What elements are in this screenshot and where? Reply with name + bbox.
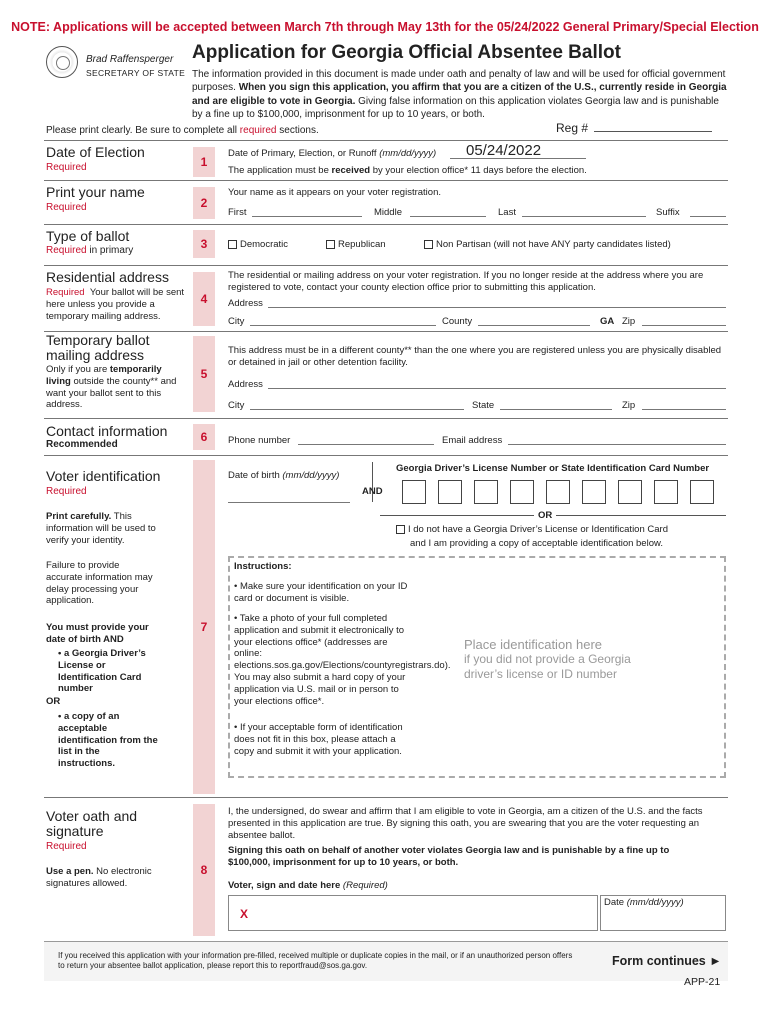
reg-label: Reg # <box>556 121 589 135</box>
reg-number-field[interactable] <box>594 131 712 132</box>
section-7-required: Required <box>46 486 87 497</box>
temp-state-input[interactable] <box>500 409 612 410</box>
or-label: OR <box>534 510 556 521</box>
id-option-1: • a Georgia Driver’s License or Identification Card number <box>58 648 146 695</box>
sign-label <box>228 880 388 891</box>
print-required: required <box>239 125 277 136</box>
dob-text: Date of birth <box>228 470 283 481</box>
section-3-title: Type of ballot <box>46 228 130 244</box>
divider <box>44 418 728 419</box>
form-code: APP-21 <box>684 976 721 988</box>
dl-title: Georgia Driver’s License Number or State Identification Card Number <box>396 463 710 474</box>
residential-zip-label: Zip <box>622 316 636 327</box>
signature-date-label <box>604 897 684 908</box>
failure-note: Failure to provide accurate information may delay processing your application. <box>46 560 153 607</box>
nonpartisan-label: Non Partisan (will not have ANY party candidates listed) <box>436 239 671 250</box>
section-3-required <box>46 245 133 256</box>
dl-digit-2[interactable] <box>438 480 462 504</box>
print-carefully-note <box>46 511 171 546</box>
temp-title-2: mailing address <box>46 347 145 363</box>
middle-name-label: Middle <box>374 207 402 218</box>
state-seal-icon <box>46 46 78 78</box>
sig-date-text: Date <box>604 897 627 908</box>
residential-address-input[interactable] <box>268 307 726 308</box>
temp-title-1: Temporary ballot <box>46 332 150 348</box>
residential-county-label: County <box>442 316 473 327</box>
republican-label: Republican <box>338 239 386 250</box>
section-6-recommended: Recommended <box>46 439 118 450</box>
sig-date-format: (mm/dd/yyyy) <box>626 897 684 908</box>
section-3-number: 3 <box>193 230 215 258</box>
section-7-title: Voter identification <box>46 468 161 484</box>
instructions-title: Instructions: <box>234 561 292 572</box>
section-1-number: 1 <box>193 147 215 177</box>
instruction-2-text: Take a photo of your full completed application and submit it electronically to your elections office* (addresses are online: elections.sos.ga.gov/Elections/countyregistrars.do). You may also submit a hard copy of your application via U.S. mail or in person to your elections office*. <box>234 613 451 707</box>
ballot-option-republican[interactable] <box>326 239 386 250</box>
id-option-2: • a copy of an acceptable identification from the list in the instructions. <box>58 711 158 770</box>
received-part-2: by your election office* 11 days before the election. <box>370 165 587 176</box>
temp-city-input[interactable] <box>250 409 464 410</box>
ballot-option-democratic[interactable] <box>228 239 288 250</box>
dl-digit-4[interactable] <box>510 480 534 504</box>
dl-digit-1[interactable] <box>402 480 426 504</box>
pen-note <box>46 866 176 890</box>
no-dl-checkbox[interactable] <box>396 525 405 534</box>
ballot-required: Required <box>46 245 87 256</box>
state-ga: GA <box>600 316 615 327</box>
section-8-title <box>46 809 137 839</box>
temp-zip-label: Zip <box>622 400 636 411</box>
print-carefully-rest: This information will be used to verify your identity. <box>46 511 156 546</box>
section-8-required: Required <box>46 841 87 852</box>
temp-address-label: Address <box>228 379 263 390</box>
section-1-title: Date of Election <box>46 144 145 160</box>
section-2-required: Required <box>46 202 87 213</box>
sign-required: (Required) <box>342 880 388 891</box>
intro-part-1: The information provided in this document is made under oath and penalty of law and will be used for official government purposes. <box>192 69 726 94</box>
print-carefully-bold: Print carefully. <box>46 511 112 522</box>
place-id-subtitle: if you did not provide a Georgia driver’s license or ID number <box>464 652 631 681</box>
suffix-input[interactable] <box>690 216 726 217</box>
temp-zip-input[interactable] <box>642 409 726 410</box>
divider <box>44 224 728 225</box>
divider <box>44 455 728 456</box>
middle-name-input[interactable] <box>410 216 486 217</box>
fraud-report-text: If you received this application with your information pre-filled, received multiple or duplicate copies in the mail, or if an unauthorized person offers to return your absentee ballot application, please report this to reportfraud@sos.ga.gov. <box>58 951 573 970</box>
temp-note-bold: temporarily living <box>46 364 162 387</box>
dob-input[interactable] <box>228 502 350 503</box>
republican-checkbox[interactable] <box>326 240 335 249</box>
temp-state-label: State <box>472 400 495 411</box>
nonpartisan-checkbox[interactable] <box>424 240 433 249</box>
no-dl-text-2: and I am providing a copy of acceptable identification below. <box>410 538 663 549</box>
election-date-label <box>228 148 436 159</box>
oath-title-1: Voter oath and <box>46 808 138 824</box>
section-4-title: Residential address <box>46 269 169 285</box>
print-part-2: sections. <box>276 125 319 136</box>
temp-note-2: outside the county** and want your ballot sent to this address. <box>46 375 177 411</box>
dl-digit-3[interactable] <box>474 480 498 504</box>
no-dl-text-1: I do not have a Georgia Driver’s License or Identification Card <box>408 524 668 535</box>
email-label: Email address <box>442 435 503 446</box>
email-input[interactable] <box>508 444 726 445</box>
democratic-label: Democratic <box>240 239 289 250</box>
dob-label <box>228 470 339 481</box>
and-label: AND <box>362 486 383 497</box>
dob-format: (mm/dd/yyyy) <box>282 470 340 481</box>
section-8-number: 8 <box>193 804 215 936</box>
intro-part-2: Giving false information on this application violates Georgia law and is punishable by a fine up to $100,000, imprisonment for up to 10 years, or both. <box>192 95 719 121</box>
dl-digit-6[interactable] <box>582 480 606 504</box>
date-label-text: Date of Primary, Election, or Runoff <box>228 148 380 159</box>
print-part-1: Please print clearly. Be sure to complete all <box>46 125 240 136</box>
place-id-text <box>464 637 664 682</box>
id-option-1-text: a Georgia Driver’s License or Identification Card number <box>58 648 146 695</box>
residential-description: The residential or mailing address on your voter registration. If you no longer reside at the address where you are registered to vote, contact your county election office prior to submitting this application. <box>228 270 704 293</box>
oath-title-2: signature <box>46 823 104 839</box>
print-instruction <box>46 125 319 136</box>
dl-digit-8[interactable] <box>654 480 678 504</box>
section-6-number: 6 <box>193 424 215 450</box>
pen-rest: No electronic signatures allowed. <box>46 866 152 889</box>
democratic-checkbox[interactable] <box>228 240 237 249</box>
oath-warning: Signing this oath on behalf of another voter violates Georgia law and is punishable by a fine up to $100,000, imprisonment for up to 10 years, or both. <box>228 845 670 868</box>
oath-text: I, the undersigned, do swear and affirm that I am eligible to vote in Georgia, am a citizen of the U.S. and the facts presented in this application are true. By signing this oath, you are swearing that you are the voter requesting an absentee ballot. <box>228 806 703 841</box>
residential-zip-input[interactable] <box>642 325 726 326</box>
divider <box>44 797 728 798</box>
divider <box>44 180 728 181</box>
section-6-title: Contact information <box>46 423 168 439</box>
instruction-3-text: If your acceptable form of identification does not fit in this box, please attach a copy and submit it with your application. <box>234 722 403 757</box>
secretary-name: Brad Raffensperger <box>86 54 174 65</box>
id-or: OR <box>46 696 61 707</box>
dl-digit-5[interactable] <box>546 480 570 504</box>
signature-x: X <box>240 907 249 921</box>
form-title: Application for Georgia Official Absentee Ballot <box>192 42 621 63</box>
residential-note: Your ballot will be sent here unless you provide a temporary mailing address. <box>46 287 185 322</box>
received-note <box>228 165 587 176</box>
section-2-number: 2 <box>193 187 215 219</box>
temp-note-1: Only if you are <box>46 364 110 375</box>
phone-label: Phone number <box>228 435 291 446</box>
residential-address-label: Address <box>228 298 263 309</box>
dl-digit-7[interactable] <box>618 480 642 504</box>
place-id-title: Place identification here <box>464 637 603 652</box>
no-dl-option[interactable] <box>396 524 668 535</box>
residential-city-label: City <box>228 316 245 327</box>
sign-label-text: Voter, sign and date here <box>228 880 343 891</box>
dl-digit-9[interactable] <box>690 480 714 504</box>
phone-input[interactable] <box>298 444 434 445</box>
ballot-required-suffix: in primary <box>86 245 134 256</box>
first-name-label: First <box>228 207 247 218</box>
instruction-3: • If your acceptable form of identification does not fit in this box, please attach a copy and submit it with your application. <box>234 722 403 757</box>
first-name-input[interactable] <box>252 216 362 217</box>
election-notice: NOTE: Applications will be accepted between March 7th through May 13th for the 05/24/2022 General Primary/Special Election <box>11 20 759 34</box>
section-5-note <box>46 364 186 411</box>
temp-address-input[interactable] <box>268 388 726 389</box>
section-5-number: 5 <box>193 336 215 412</box>
section-4-note <box>46 287 186 322</box>
received-bold: received <box>331 165 371 176</box>
residential-county-input[interactable] <box>478 325 590 326</box>
section-4-number: 4 <box>193 272 215 326</box>
last-name-input[interactable] <box>522 216 646 217</box>
instruction-2: • Take a photo of your full completed application and submit it electronically to your elections office* (addresses are online: elections.sos.ga.gov/Elections/countyregistrars.do). You may also submit a hard copy of your application via U.S. mail or in person to your elections office*. <box>234 613 451 707</box>
section-7-number: 7 <box>193 460 215 794</box>
instruction-1: • Make sure your identification on your ID card or document is visible. <box>234 581 408 604</box>
must-provide-note: You must provide your date of birth AND <box>46 622 149 645</box>
date-format: (mm/dd/yyyy) <box>379 148 437 159</box>
election-date-input[interactable]: 05/24/2022 <box>466 142 542 159</box>
section-2-title: Print your name <box>46 184 145 200</box>
ballot-option-nonpartisan[interactable] <box>424 239 671 250</box>
intro-text <box>192 68 732 122</box>
name-description: Your name as it appears on your voter registration. <box>228 187 441 198</box>
residential-city-input[interactable] <box>250 325 436 326</box>
divider <box>44 140 728 141</box>
suffix-label: Suffix <box>656 207 680 218</box>
temp-description: This address must be in a different county** than the one where you are registered unless you are physically disabled or detained in jail or other detention facility. <box>228 345 722 368</box>
section-1-required: Required <box>46 162 87 173</box>
residential-required: Required <box>46 287 85 298</box>
form-continues: Form continues ► <box>612 954 722 968</box>
section-5-title <box>46 333 150 363</box>
secretary-title: SECRETARY OF STATE <box>86 68 186 78</box>
last-name-label: Last <box>498 207 516 218</box>
pen-bold: Use a pen. <box>46 866 94 877</box>
received-part-1: The application must be <box>228 165 332 176</box>
intro-bold: When you sign this application, you affirm that you are a citizen of the U.S., currently reside in Georgia and are eligible to vote in Georgia. <box>192 82 727 107</box>
instruction-1-text: Make sure your identification on your ID card or document is visible. <box>234 581 408 604</box>
signature-field[interactable] <box>228 895 598 931</box>
temp-city-label: City <box>228 400 245 411</box>
divider <box>44 265 728 266</box>
id-option-2-text: a copy of an acceptable identification from the list in the instructions. <box>58 711 158 770</box>
